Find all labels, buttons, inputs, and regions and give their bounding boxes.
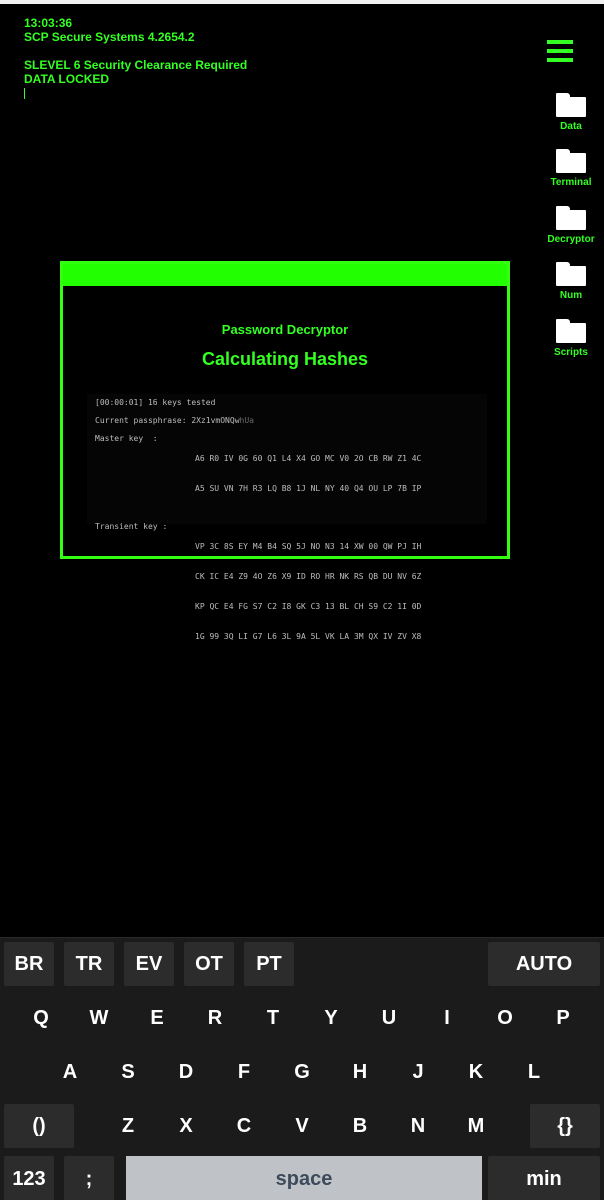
decryptor-window <box>60 261 510 641</box>
transient-key-label: Transient key : <box>95 522 168 531</box>
clearance-text: SLEVEL 6 Security Clearance Required <box>24 58 248 72</box>
passphrase-label: Current passphrase: <box>95 416 187 425</box>
key-z[interactable]: Z <box>121 1114 135 1137</box>
key-g[interactable]: G <box>294 1060 310 1083</box>
transient-key-values: VP 3C 8S EY M4 B4 SQ 5J NO N3 14 XW 00 QW PJ IH CK IC E4 Z9 4O Z6 X9 ID RO HR NK RS QB DU NV 6Z KP QC E4 FG S7 C2 I8 GK C3 13 BL CH S9 C2 1I 0D 1G 99 3Q LI G7 L6 3L 9A 5L VK LA 3M QX IV ZV X8 <box>195 542 422 641</box>
desktop-icon-label: Terminal <box>550 177 592 188</box>
key-t[interactable]: T <box>266 1006 280 1029</box>
clock-text: 13:03:36 <box>24 16 73 30</box>
key-parentheses[interactable]: () <box>4 1104 74 1148</box>
key-d[interactable]: D <box>178 1060 194 1083</box>
key-semicolon[interactable]: ; <box>64 1156 114 1200</box>
menu-bar-top <box>547 40 573 44</box>
desktop-icon-decryptor[interactable] <box>546 206 596 245</box>
on-screen-keyboard <box>0 937 604 1200</box>
window-title-bar[interactable] <box>63 264 507 286</box>
key-123[interactable]: 123 <box>4 1156 54 1200</box>
desktop-icon-data[interactable] <box>546 93 596 132</box>
key-b[interactable]: B <box>352 1114 368 1137</box>
decrypt-console <box>87 394 487 641</box>
key-j[interactable]: J <box>412 1060 424 1083</box>
master-key-values: A6 R0 IV 0G 60 Q1 L4 X4 GO MC V0 2O CB RW Z1 4C A5 SU VN 7H R3 LQ B8 1J NL NY 40 Q4 OU LP 7B IP <box>195 454 422 493</box>
desktop-icon-label: Decryptor <box>547 234 595 245</box>
key-l[interactable]: L <box>527 1060 541 1083</box>
key-auto[interactable]: AUTO <box>488 942 600 986</box>
desktop-icon-label: Data <box>560 121 582 132</box>
key-o[interactable]: O <box>497 1006 513 1029</box>
desktop-icon-scripts[interactable] <box>546 319 596 358</box>
passphrase-fade: hUa <box>239 416 254 425</box>
desktop-icon-label: Num <box>559 290 583 301</box>
status-text: DATA LOCKED <box>24 72 110 86</box>
key-n[interactable]: N <box>410 1114 426 1137</box>
key-p[interactable]: P <box>556 1006 570 1029</box>
master-key-block <box>95 434 479 514</box>
system-name-text: SCP Secure Systems 4.2654.2 <box>24 30 195 44</box>
hamburger-menu-icon[interactable] <box>547 40 573 62</box>
passphrase-value: 2Xz1vmONQw <box>191 416 240 425</box>
key-f[interactable]: F <box>237 1060 251 1083</box>
desktop-icon-num[interactable] <box>546 262 596 301</box>
folder-icon <box>556 149 586 173</box>
header-gap <box>24 44 247 58</box>
text-cursor <box>24 88 25 99</box>
transient-key-block <box>95 522 479 662</box>
system-header <box>24 16 247 100</box>
key-k[interactable]: K <box>468 1060 484 1083</box>
key-v[interactable]: V <box>295 1114 309 1137</box>
key-q[interactable]: Q <box>33 1006 49 1029</box>
key-r[interactable]: R <box>207 1006 223 1029</box>
menu-bar-middle <box>547 49 573 53</box>
key-x[interactable]: X <box>179 1114 193 1137</box>
key-ot[interactable]: OT <box>184 942 234 986</box>
key-braces[interactable]: {} <box>530 1104 600 1148</box>
console-status-line: [00:00:01] 16 keys tested <box>95 398 216 407</box>
desktop-icon-label: Scripts <box>554 347 588 358</box>
key-c[interactable]: C <box>236 1114 252 1137</box>
key-ev[interactable]: EV <box>124 942 174 986</box>
key-pt[interactable]: PT <box>244 942 294 986</box>
key-e[interactable]: E <box>150 1006 164 1029</box>
folder-icon <box>556 262 586 286</box>
key-space[interactable]: space <box>126 1156 482 1200</box>
key-a[interactable]: A <box>62 1060 78 1083</box>
key-m[interactable]: M <box>467 1114 485 1137</box>
key-min[interactable]: min <box>488 1156 600 1200</box>
key-h[interactable]: H <box>352 1060 368 1083</box>
folder-icon <box>556 93 586 117</box>
key-w[interactable]: W <box>89 1006 109 1029</box>
decryptor-subtitle: Password Decryptor <box>221 322 349 337</box>
menu-bar-bottom <box>547 58 573 62</box>
key-u[interactable]: U <box>381 1006 397 1029</box>
key-br[interactable]: BR <box>4 942 54 986</box>
key-tr[interactable]: TR <box>64 942 114 986</box>
key-i[interactable]: I <box>444 1006 450 1029</box>
decryptor-title: Calculating Hashes <box>201 349 369 369</box>
key-y[interactable]: Y <box>324 1006 338 1029</box>
folder-icon <box>556 206 586 230</box>
desktop-icon-terminal[interactable] <box>546 149 596 188</box>
key-s[interactable]: S <box>121 1060 135 1083</box>
master-key-label: Master key : <box>95 434 158 443</box>
cursor <box>24 86 247 100</box>
console-passphrase-line <box>95 416 479 426</box>
folder-icon <box>556 319 586 343</box>
